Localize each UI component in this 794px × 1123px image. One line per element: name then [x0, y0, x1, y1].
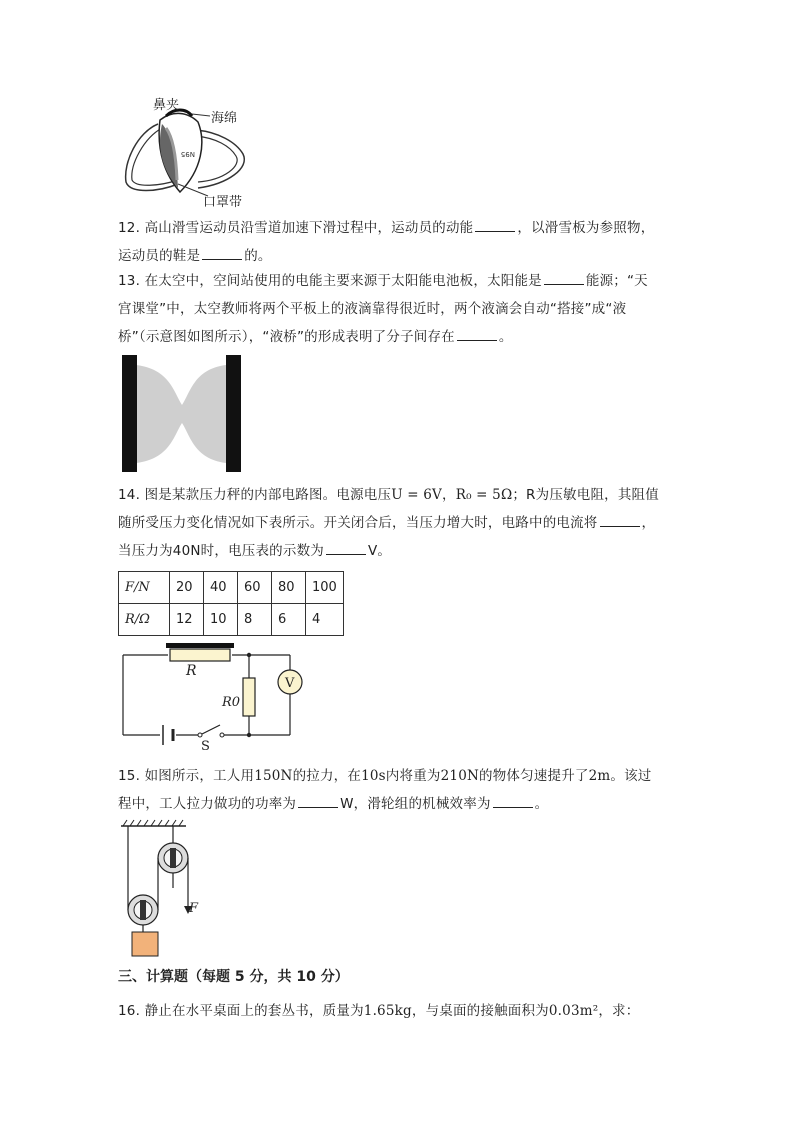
answer-blank[interactable] — [457, 326, 497, 341]
table-cell: 80 — [272, 572, 306, 604]
q13-line-2: 宫课堂”中，太空教师将两个平板上的液滴靠得很近时，两个液滴会自动“搭接”成“液 — [118, 301, 627, 317]
pulley-figure — [118, 818, 208, 963]
resistor-r — [170, 649, 230, 661]
q12-line-1: 12. 高山滑雪运动员沿雪道加速下滑过程中，运动员的动能 ，以滑雪板为参照物， — [118, 214, 678, 242]
table-cell: 20 — [170, 572, 204, 604]
switch-contact — [198, 733, 202, 737]
answer-blank[interactable] — [493, 793, 533, 808]
table-cell: 12 — [170, 604, 204, 636]
q12-line-2: 运动员的鞋是 的。 — [118, 242, 678, 270]
answer-blank[interactable] — [600, 512, 640, 527]
q14-line-1: 14. 图是某款压力秤的内部电路图。电源电压U = 6V，R₀ = 5Ω；R为压敏电阻，其阻值 — [118, 487, 659, 503]
answer-blank[interactable] — [326, 540, 366, 555]
circuit-diagram — [118, 640, 308, 752]
table-cell: 10 — [204, 604, 238, 636]
question-13 — [118, 267, 678, 351]
q13-line-3: 桥”（示意图如图所示），“液桥”的形成表明了分子间存在 。 — [118, 323, 678, 351]
answer-blank[interactable] — [298, 793, 338, 808]
answer-blank[interactable] — [544, 270, 584, 285]
answer-blank[interactable] — [475, 217, 515, 232]
voltage-value: U = 6V — [391, 487, 442, 503]
mask-mark: N95 — [180, 150, 195, 158]
table-cell: 40 — [204, 572, 238, 604]
force-resistance-table — [118, 571, 344, 636]
table-cell: 8 — [238, 604, 272, 636]
table-cell: 100 — [306, 572, 344, 604]
load-block — [132, 932, 158, 956]
label-switch: S — [201, 739, 210, 752]
mask-figure — [118, 92, 268, 210]
q16-line-1: 16. 静止在水平桌面上的套丛书，质量为1.65kg，与桌面的接触面积为0.03m²，求： — [118, 1003, 640, 1019]
q14-line-3: 当压力为40N时，电压表的示数为 V。 — [118, 537, 678, 565]
label-mask-strap: 口罩带 — [203, 195, 243, 210]
table-cell: 60 — [238, 572, 272, 604]
junction-dot — [247, 733, 251, 737]
label-r: R — [186, 663, 197, 679]
question-14 — [118, 481, 678, 565]
q14-line-2: 随所受压力变化情况如下表所示。开关闭合后，当压力增大时，电路中的电流将 ， — [118, 509, 678, 537]
right-plate — [226, 355, 241, 472]
label-sponge: 海绵 — [211, 111, 238, 126]
q15-line-2: 程中，工人拉力做功的功率为 W，滑轮组的机械效率为 。 — [118, 790, 678, 818]
pressure-plate — [166, 643, 234, 648]
label-force: F — [189, 901, 199, 916]
switch-contact — [220, 733, 224, 737]
switch-lever[interactable] — [202, 725, 220, 734]
section-heading: 三、计算题（每题 5 分，共 10 分） — [118, 969, 349, 985]
answer-blank[interactable] — [202, 245, 242, 260]
table-header-resistance: R/Ω — [119, 604, 170, 636]
table-header-force: F/N — [119, 572, 170, 604]
question-12 — [118, 214, 678, 270]
label-voltmeter: V — [285, 676, 295, 691]
q15-line-1: 15. 如图所示，工人用150N的拉力，在10s内将重为210N的物体匀速提升了2m。该过 — [118, 768, 652, 784]
liquid-bridge-figure — [120, 355, 245, 473]
question-15 — [118, 762, 678, 818]
left-plate — [122, 355, 137, 472]
table-row — [119, 604, 344, 636]
table-cell: 6 — [272, 604, 306, 636]
resistor-r0 — [243, 678, 255, 716]
table-cell: 4 — [306, 604, 344, 636]
label-r0: R0 — [222, 695, 241, 710]
table-row — [119, 572, 344, 604]
question-16 — [118, 997, 698, 1025]
q13-line-1: 13. 在太空中，空间站使用的电能主要来源于太阳能电池板，太阳能是 能源；“天 — [118, 267, 678, 295]
junction-dot — [247, 653, 251, 657]
r0-value: R₀ = 5Ω — [455, 487, 513, 503]
label-nose-clip: 鼻夹 — [153, 98, 180, 113]
